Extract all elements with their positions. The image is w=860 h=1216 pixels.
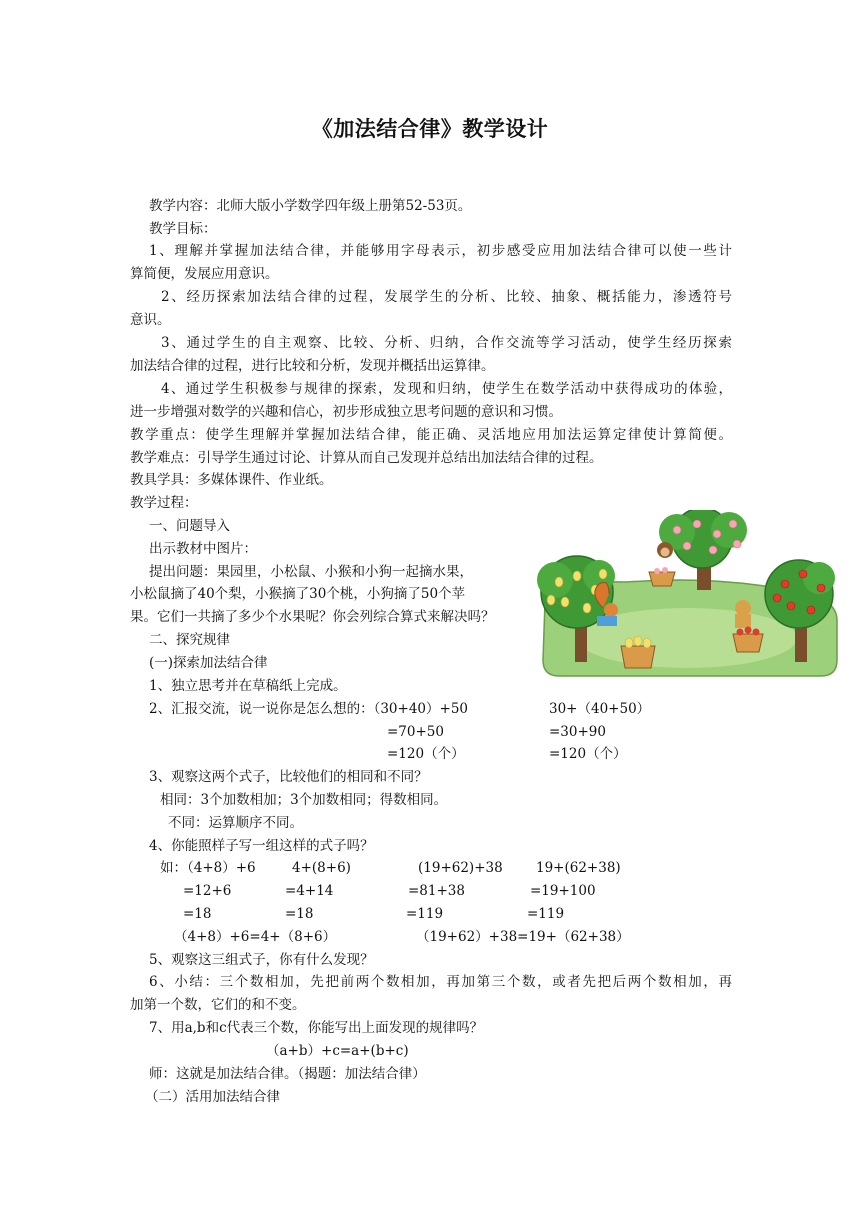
text-line: =81+38 <box>408 883 465 899</box>
text-line: 教具学具：多媒体课件、作业纸。 <box>130 472 333 488</box>
text-line: 1、理解并掌握加法结合律，并能够用字母表示，初步感受应用加法结合律可以使一些计 <box>149 243 732 259</box>
text-line: 一、问题导入 <box>149 518 230 534</box>
text-line: 4、你能照样子写一组这样的式子吗？ <box>149 838 374 854</box>
text-line: 3、通过学生的自主观察、比较、分析、归纳，合作交流等学习活动，使学生经历探索 <box>161 335 732 351</box>
text-line: (一)探索加法结合律 <box>149 655 268 671</box>
text-line: 教学难点：引导学生通过讨论、计算从而自己发现并总结出加法结合律的过程。 <box>130 450 603 466</box>
text-line: （a+b）+c=a+(b+c) <box>266 1043 409 1059</box>
text-line: 1、独立思考并在草稿纸上完成。 <box>149 678 347 694</box>
text-line: =19+100 <box>530 883 596 899</box>
text-line: 师：这就是加法结合律。（揭题：加法结合律） <box>149 1066 426 1082</box>
text-line: 加第一个数，它们的和不变。 <box>130 997 306 1013</box>
text-line: 进一步增强对数学的兴趣和信心，初步形成独立思考问题的意识和习惯。 <box>130 404 562 420</box>
text-line: =18 <box>285 906 314 922</box>
text-line: 3、观察这两个式子，比较他们的相同和不同？ <box>149 769 428 785</box>
text-line: =120（个） <box>549 746 627 762</box>
text-line: 2、经历探索加法结合律的过程，发展学生的分析、比较、抽象、概括能力，渗透符号 <box>161 289 732 305</box>
text-line: 二、探究规律 <box>149 632 230 648</box>
text-line: 如：（4+8）+6 <box>160 860 256 876</box>
orchard-illustration <box>537 510 843 678</box>
text-line: 4+(8+6) <box>292 860 351 876</box>
text-line: =30+90 <box>549 724 606 740</box>
text-line: =70+50 <box>387 724 444 740</box>
text-line: 小松鼠摘了40个梨，小猴摘了30个桃，小狗摘了50个苹 <box>130 586 466 602</box>
text-line: 意识。 <box>130 312 171 328</box>
text-line: =18 <box>183 906 212 922</box>
text-line: 出示教材中图片： <box>149 541 257 557</box>
text-line: =119 <box>527 906 565 922</box>
text-line: 提出问题：果园里，小松鼠、小猴和小狗一起摘水果， <box>149 564 473 580</box>
text-line: =120（个） <box>387 746 465 762</box>
text-line: 4、通过学生积极参与规律的探索，发现和归纳，使学生在数学活动中获得成功的体验， <box>161 381 732 397</box>
text-line: =119 <box>406 906 444 922</box>
text-line: 7、用a,b和c代表三个数，你能写出上面发现的规律吗？ <box>149 1020 484 1036</box>
text-line: 教学内容：北师大版小学数学四年级上册第52-53页。 <box>149 198 472 214</box>
text-line: 果。它们一共摘了多少个水果呢？你会列综合算式来解决吗？ <box>130 609 495 625</box>
text-line: 19+(62+38) <box>536 860 621 876</box>
text-line: 5、观察这三组式子，你有什么发现？ <box>149 952 374 968</box>
text-line: 算简便，发展应用意识。 <box>130 266 279 282</box>
text-line: （19+62）+38=19+（62+38） <box>416 929 630 945</box>
text-line: 2、汇报交流，说一说你是怎么想的：（30+40）+50 <box>149 701 468 717</box>
text-line: （4+8）+6=4+（8+6） <box>174 929 337 945</box>
text-line: 相同：3个加数相加；3个加数相同；得数相同。 <box>160 792 448 808</box>
text-line: 不同：运算顺序不同。 <box>168 815 303 831</box>
text-line: 教学过程： <box>130 495 198 511</box>
text-line: 加法结合律的过程，进行比较和分析，发现并概括出运算律。 <box>130 358 495 374</box>
text-line: =4+14 <box>285 883 334 899</box>
text-line: （二）活用加法结合律 <box>145 1089 280 1105</box>
text-line: 教学重点：使学生理解并掌握加法结合律，能正确、灵活地应用加法运算定律使计算简便。 <box>130 427 732 443</box>
text-line: 30+（40+50） <box>549 701 651 717</box>
document-title: 《加法结合律》教学设计 <box>311 117 549 141</box>
text-line: 教学目标： <box>149 221 217 237</box>
text-line: 6、小结：三个数相加，先把前两个数相加，再加第三个数，或者先把后两个数相加，再 <box>149 974 732 990</box>
text-line: (19+62)+38 <box>418 860 503 876</box>
text-line: =12+6 <box>183 883 232 899</box>
